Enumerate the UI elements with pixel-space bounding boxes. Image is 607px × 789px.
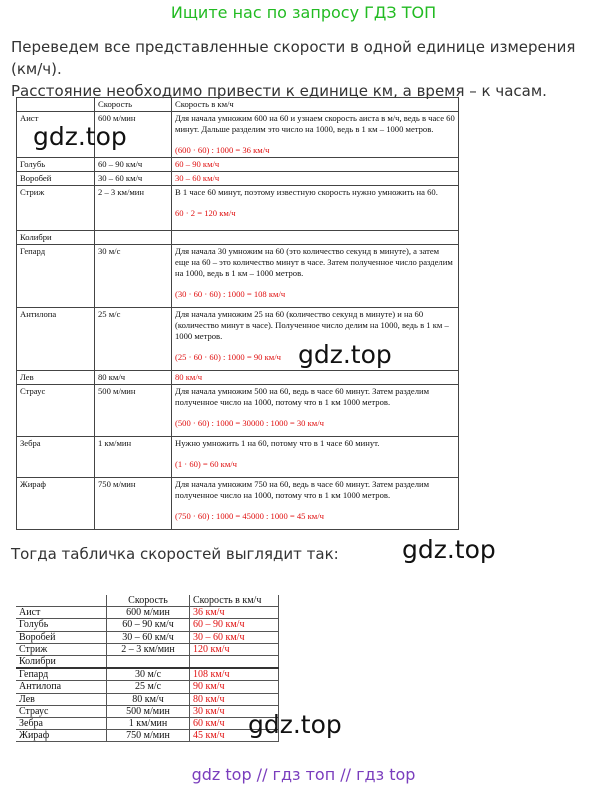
explanation-text: Для начала умножим 25 на 60 (количество секунд в минуте) и на 60 (количество минут в часе). Полученное число делим на 1000, ведь в 1 км – 1000 метров.	[175, 309, 449, 341]
speed-cell: 25 м/с	[95, 308, 172, 371]
animal-name: Стриж	[16, 643, 107, 655]
table-row	[16, 643, 279, 655]
speed-cell: 80 км/ч	[95, 371, 172, 385]
animal-name: Лев	[17, 371, 95, 385]
speed-cell: 750 м/мин	[107, 730, 190, 742]
result-cell: 30 – 60 км/ч	[172, 172, 459, 186]
calculation: (30 · 60 · 60) : 1000 = 108 км/ч	[175, 289, 286, 299]
header-cell: Скорость в км/ч	[190, 595, 279, 607]
speed-cell: 1 км/мин	[107, 718, 190, 730]
table-row	[17, 231, 459, 245]
result-cell: 60 – 90 км/ч	[172, 158, 459, 172]
kmh-cell: 80 км/ч	[190, 693, 279, 705]
table-row	[16, 631, 279, 643]
intro-text	[11, 36, 601, 102]
table-row	[16, 705, 279, 717]
header-cell	[17, 98, 95, 112]
animal-name: Воробей	[16, 631, 107, 643]
animal-name: Аист	[16, 607, 107, 619]
animal-name: Аист	[17, 112, 95, 158]
intro-line-2: Расстояние необходимо привести к единице км, а время – к часам.	[11, 82, 547, 100]
speed-cell	[95, 231, 172, 245]
table-row	[16, 619, 279, 631]
explanation-cell	[172, 478, 459, 530]
speed-cell: 500 м/мин	[95, 385, 172, 437]
watermark: gdz.top	[298, 340, 392, 369]
explanation-cell	[172, 437, 459, 478]
footer-links[interactable]: gdz top // гдз топ // гдз top	[191, 765, 416, 784]
table-row	[16, 718, 279, 730]
explanation-cell	[172, 112, 459, 158]
calculation: (25 · 60 · 60) : 1000 = 90 км/ч	[175, 352, 281, 362]
table-row	[17, 308, 459, 371]
animal-name: Страус	[17, 385, 95, 437]
kmh-cell	[190, 656, 279, 669]
speed-cell	[107, 656, 190, 669]
kmh-cell: 60 км/ч	[190, 718, 279, 730]
animal-name: Гепард	[17, 245, 95, 308]
kmh-cell: 36 км/ч	[190, 607, 279, 619]
animal-name: Жираф	[16, 730, 107, 742]
table-row	[16, 730, 279, 742]
speed-cell: 500 м/мин	[107, 705, 190, 717]
table-row	[17, 371, 459, 385]
calculation: (750 · 60) : 1000 = 45000 : 1000 = 45 км/ч	[175, 511, 324, 521]
animal-name: Жираф	[17, 478, 95, 530]
speed-cell: 600 м/мин	[95, 112, 172, 158]
calculation: 60 · 2 = 120 км/ч	[175, 208, 236, 218]
kmh-cell: 30 км/ч	[190, 705, 279, 717]
table-row	[17, 186, 459, 231]
calculation: (500 · 60) : 1000 = 30000 : 1000 = 30 км/ч	[175, 418, 324, 428]
animal-name: Страус	[16, 705, 107, 717]
table-row	[17, 437, 459, 478]
table-row	[16, 693, 279, 705]
explanation-cell	[172, 245, 459, 308]
table-row	[17, 385, 459, 437]
explanation-cell	[172, 186, 459, 231]
table-row	[17, 158, 459, 172]
speed-cell: 30 м/с	[95, 245, 172, 308]
watermark: gdz.top	[248, 710, 342, 739]
kmh-cell: 60 – 90 км/ч	[190, 619, 279, 631]
speed-cell: 2 – 3 км/мин	[107, 643, 190, 655]
explanation-text: Для начала умножим 500 на 60, ведь в часе 60 минут. Затем разделим полученное число на 1000, потому что в 1 км 1000 метров.	[175, 386, 430, 407]
animal-name: Голубь	[16, 619, 107, 631]
table-header-row	[17, 98, 459, 112]
speed-cell: 600 м/мин	[107, 607, 190, 619]
animal-name: Голубь	[17, 158, 95, 172]
speed-cell: 30 – 60 км/ч	[95, 172, 172, 186]
animal-name: Воробей	[17, 172, 95, 186]
animal-name: Зебра	[17, 437, 95, 478]
speed-cell: 60 – 90 км/ч	[107, 619, 190, 631]
header-cell: Скорость в км/ч	[172, 98, 459, 112]
animal-name: Лев	[16, 693, 107, 705]
header-cell	[16, 595, 107, 607]
result-cell	[172, 231, 459, 245]
table-row	[17, 172, 459, 186]
explanation-text: Нужно умножить 1 на 60, потому что в 1 часе 60 минут.	[175, 438, 380, 448]
table-row	[16, 681, 279, 693]
speed-cell: 750 м/мин	[95, 478, 172, 530]
kmh-cell: 90 км/ч	[190, 681, 279, 693]
result-cell: 80 км/ч	[172, 371, 459, 385]
watermark: gdz.top	[33, 122, 127, 151]
header-cell: Скорость	[95, 98, 172, 112]
animal-name: Антилопа	[17, 308, 95, 371]
top-banner: Ищите нас по запросу ГДЗ ТОП	[170, 3, 437, 22]
watermark: gdz.top	[402, 535, 496, 564]
table-row	[17, 245, 459, 308]
animal-name: Зебра	[16, 718, 107, 730]
table-row	[16, 607, 279, 619]
speed-cell: 60 – 90 км/ч	[95, 158, 172, 172]
kmh-cell: 45 км/ч	[190, 730, 279, 742]
animal-name: Антилопа	[16, 681, 107, 693]
table-row	[17, 478, 459, 530]
kmh-cell: 108 км/ч	[190, 668, 279, 681]
conversion-table	[16, 97, 459, 530]
animal-name: Стриж	[17, 186, 95, 231]
explanation-text: Для начала умножим 750 на 60, ведь в часе 60 минут. Затем разделим полученное число на 1000, потому что в 1 км 1000 метров.	[175, 479, 430, 500]
speed-cell: 80 км/ч	[107, 693, 190, 705]
animal-name: Колибри	[16, 656, 107, 669]
table-row	[16, 656, 279, 669]
intro-line-1: Переведем все представленные скорости в одной единице измерения (км/ч).	[11, 38, 576, 78]
kmh-cell: 120 км/ч	[190, 643, 279, 655]
speed-cell: 30 – 60 км/ч	[107, 631, 190, 643]
explanation-text: Для начала умножим 600 на 60 и узнаем скорость аиста в м/ч, ведь в часе 60 минут. Дальше разделим это число на 1000, ведь в 1 км – 1000 метров.	[175, 113, 455, 134]
speed-cell: 1 км/мин	[95, 437, 172, 478]
table-row	[16, 668, 279, 681]
header-cell: Скорость	[107, 595, 190, 607]
kmh-cell: 30 – 60 км/ч	[190, 631, 279, 643]
table-header-row	[16, 595, 279, 607]
summary-intro: Тогда табличка скоростей выглядит так:	[11, 545, 339, 563]
explanation-cell	[172, 385, 459, 437]
calculation: (600 · 60) : 1000 = 36 км/ч	[175, 145, 270, 155]
calculation: (1 · 60) = 60 км/ч	[175, 459, 237, 469]
animal-name: Гепард	[16, 668, 107, 681]
explanation-text: В 1 часе 60 минут, поэтому известную скорость нужно умножить на 60.	[175, 187, 438, 197]
explanation-text: Для начала 30 умножим на 60 (это количество секунд в минуте), а затем еще на 60 – это количество минут в часе. Затем полученное число разделим на 1000, ведь в 1 км – 1000 метров.	[175, 246, 453, 278]
summary-table	[16, 595, 279, 742]
animal-name: Колибри	[17, 231, 95, 245]
speed-cell: 25 м/с	[107, 681, 190, 693]
speed-cell: 30 м/с	[107, 668, 190, 681]
speed-cell: 2 – 3 км/мин	[95, 186, 172, 231]
